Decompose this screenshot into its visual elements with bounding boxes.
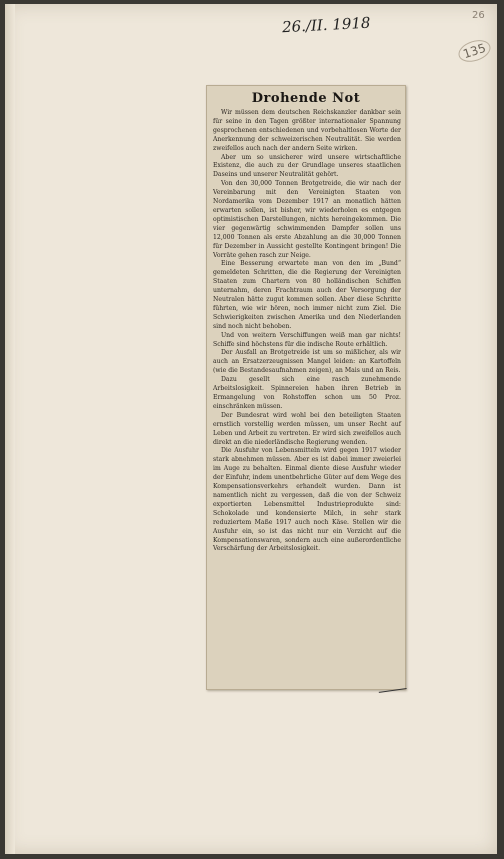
article-paragraph: Die Ausfuhr von Lebensmitteln wird gegen 1917 wieder stark abnehmen müssen. Aber es ist dabei immer zweierlei im Auge zu behalten. Einmal diente diese Ausfuhr wieder der Einfuhr, indem unentbehrliche Güter auf dem Wege des Kompensationsverkehrs erhandelt wurden. Dann ist namentlich nicht zu vergessen, daß die von der Schweiz exportierten Lebensmittel Industrieprodukte sind: Schokolade und kondensierte Milch, in sehr stark reduziertem Maße 1917 auch noch Käse. Stellen wir die Ausfuhr ein, so ist das nicht nur ein Verzicht auf die Kompensationswaren, sondern auch eine außerordentliche Verschärfung der Arbeitslosigkeit. [213, 447, 401, 553]
article-title: Drohende Not [251, 91, 361, 106]
folio-top: 26 [472, 10, 485, 21]
article-paragraph: Der Bundesrat wird wohl bei den beteiligten Staaten ernstlich vorstellig werden müssen, um unser Recht auf Leben und Arbeit zu vertreten. Er wird sich zweifellos auch direkt an die niederländische Regierung wenden. [213, 411, 401, 446]
article-paragraph: Aber um so unsicherer wird unsere wirtschaftliche Existenz, die auch zu der Grundlage unseres staatlichen Daseins und unserer Neutralität gehört. [213, 153, 401, 179]
article-paragraph: Eine Besserung erwartete man von den im „Bund“ gemeldeten Schritten, die die Regierung der Vereinigten Staaten zum Chartern von 80 holländischen Schiffen unternahm, deren Frachtraum auch der Versorgung der Neutralen hätte zugut kommen sollen. Aber diese Schritte führten, wie wir hören, noch immer nicht zum Ziel. Die Schwierigkeiten zwischen Amerika und den Niederlanden sind noch nicht behoben. [213, 260, 401, 330]
article-body [207, 109, 405, 554]
article-paragraph: Der Ausfall an Brotgetreide ist um so mißlicher, als wir auch an Ersatzerzeugnissen Mangel leiden: an Kartoffeln (wie die Bestandesaufnahmen zeigen), an Mais und an Reis. [213, 349, 401, 375]
newspaper-clipping [206, 85, 406, 690]
handwritten-date: 26./II. 1918 [281, 13, 371, 37]
article-paragraph: Von den 30,000 Tonnen Brotgetreide, die wir nach der Vereinbarung mit den Vereinigten Staaten von Nordamerika vom Dezember 1917 an monatlich hätten erwarten sollen, ist bisher, wir wiederholen es entgegen optimistischen Darstellungen, nichts hereingekommen. Die vier gegenwärtig schwimmenden Dampfer sollen uns 12,000 Tonnen als erste Abzahlung an die 30,000 Tonnen für Dezember in Aussicht gestellte Kontingent bringen! Die Vorräte gehen rasch zur Neige. [213, 180, 401, 259]
folio-number: 135 [456, 36, 493, 65]
page-edge [5, 4, 15, 854]
article-paragraph: Und von weitern Verschiffungen weiß man gar nichts! Schiffe sind höchstens für die indische Route erhältlich. [213, 331, 401, 348]
article-paragraph: Dazu gesellt sich eine rasch zunehmende Arbeitslosigkeit. Spinnereien haben ihren Betrieb in Ermangelung von Rohstoffen schon um 50 Proz. einschränken müssen. [213, 376, 401, 410]
article-paragraph: Wir müssen dem deutschen Reichskanzler dankbar sein für seine in den Tagen größter internationaler Spannung gesprochenen entschiedenen und vorbehaltlosen Worte der Anerkennung der schweizerischen Neutralität. Sie werden zweifellos auch nach der andern Seite wirken. [213, 109, 401, 152]
